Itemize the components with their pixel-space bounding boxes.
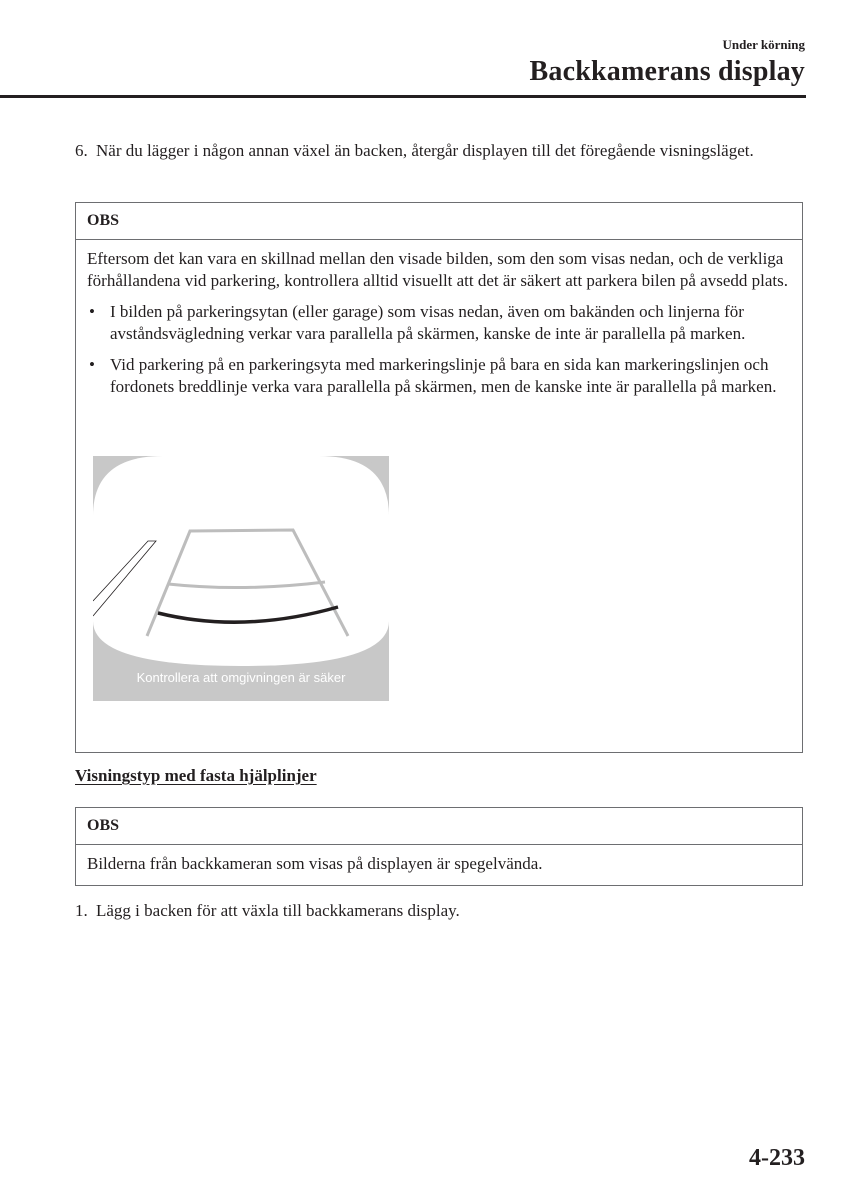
title-rule bbox=[0, 95, 806, 98]
obs-body bbox=[76, 240, 802, 398]
step-1 bbox=[75, 900, 795, 922]
obs-bullet-1 bbox=[87, 301, 791, 345]
step-6 bbox=[75, 140, 795, 162]
step-text: När du lägger i någon annan växel än backen, återgår displayen till det föregående visningsläget. bbox=[96, 141, 754, 160]
subsection-heading: Visningstyp med fasta hjälplinjer bbox=[75, 766, 317, 785]
page-title: Backkamerans display bbox=[529, 56, 805, 87]
obs-text: Bilderna från backkameran som visas på displayen är spegelvända. bbox=[87, 854, 543, 873]
obs-label: OBS bbox=[76, 203, 802, 240]
obs-intro: Eftersom det kan vara en skillnad mellan den visade bilden, som den som visas nedan, och de verkliga förhållandena vid parkering, kontrollera alltid visuellt att det är säkert att parkera bilen på avsedd plats. bbox=[87, 249, 788, 290]
figure-caption: Kontrollera att omgivningen är säker bbox=[136, 670, 346, 685]
page-number: 4-233 bbox=[749, 1145, 805, 1171]
obs-note-box-2 bbox=[75, 807, 803, 886]
step-number: 1. bbox=[75, 901, 88, 920]
bullet-text: Vid parkering på en parkeringsyta med markeringslinje på bara en sida kan markeringslinjen och fordonets breddlinje verka vara parallella på skärmen, men de kanske inte är parallella på marken. bbox=[110, 355, 777, 396]
section-label: Under körning bbox=[722, 37, 805, 52]
obs-bullet-2 bbox=[87, 354, 791, 398]
obs-body bbox=[76, 845, 802, 875]
step-text: Lägg i backen för att växla till backkamerans display. bbox=[96, 901, 460, 920]
obs-note-box bbox=[75, 202, 803, 753]
bullet-text: I bilden på parkeringsytan (eller garage) som visas nedan, även om bakänden och linjerna för avståndsvägledning verkar vara parallella på skärmen, kanske de inte är parallella på marken. bbox=[110, 302, 746, 343]
bullet-icon: • bbox=[89, 355, 95, 374]
rear-camera-illustration bbox=[93, 456, 389, 701]
obs-label: OBS bbox=[76, 808, 802, 845]
bullet-icon: • bbox=[89, 302, 95, 321]
step-number: 6. bbox=[75, 141, 88, 160]
